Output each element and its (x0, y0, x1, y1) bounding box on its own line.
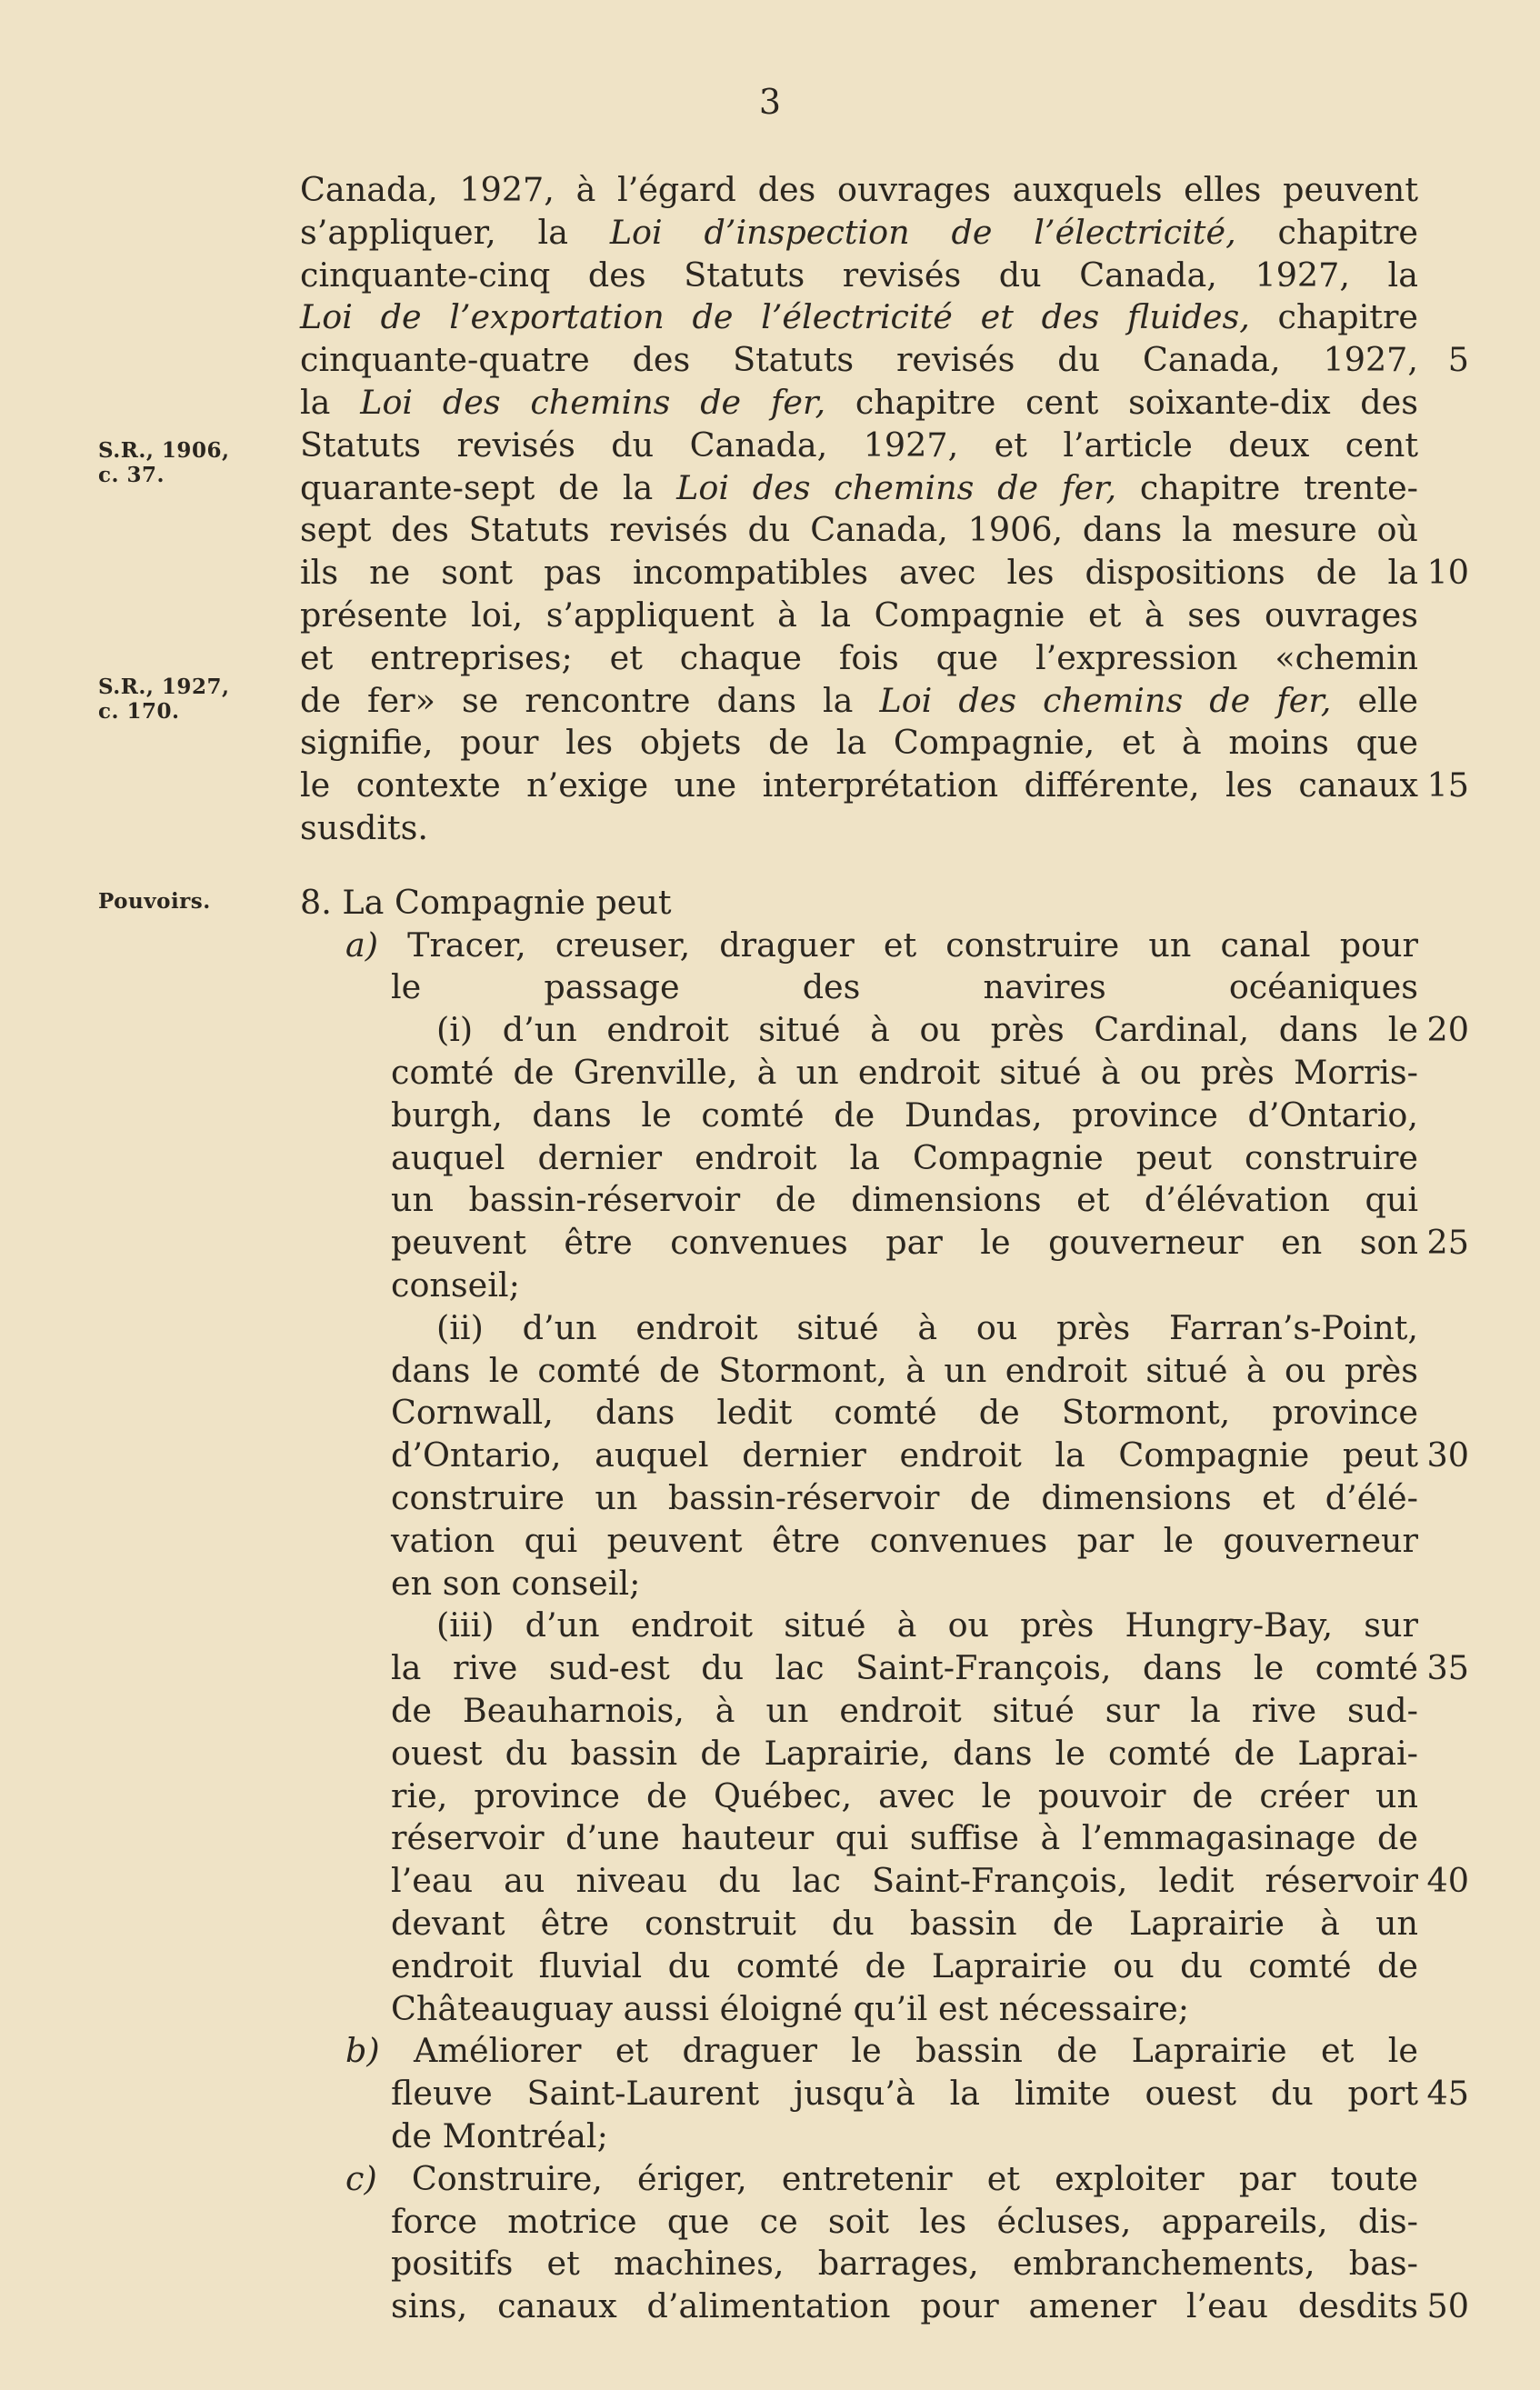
text-run: la (300, 383, 361, 422)
page-number: 3 (758, 82, 782, 122)
text-run: présente loi, s’appliquent à la Compagnie et à ses ouvrages (300, 595, 1418, 635)
text-line (391, 1476, 1418, 1519)
text-line (300, 338, 1418, 381)
text-run: construire un bassin-réservoir de dimensions et d’élé- (391, 1478, 1418, 1517)
text-line (300, 211, 1418, 254)
text-line (300, 424, 1418, 466)
text-run: cinquante-quatre des Statuts revisés du Canada, 1927, (300, 340, 1418, 379)
text-run: de fer» se rencontre dans la (300, 681, 880, 720)
text-line (300, 881, 1418, 924)
text-line (391, 965, 1418, 1008)
text-run: Châteauguay aussi éloigné qu’il est nécessaire; (391, 1989, 1190, 2028)
text-run: ouest du bassin de Laprairie, dans le comté de Laprai- (391, 1734, 1418, 1773)
text-run: la rive sud-est du lac Saint-François, dans le comté (391, 1648, 1418, 1687)
italic-text: b) (345, 2031, 380, 2070)
text-run: chapitre (1249, 297, 1418, 336)
text-line (391, 1859, 1418, 1902)
italic-text: Loi de l’exportation de l’électricité et des fluides, (300, 297, 1250, 336)
line-number: 40 (1426, 1861, 1469, 1900)
italic-text: Loi des chemins de fer, (360, 383, 826, 422)
text-line (391, 2285, 1418, 2327)
text-run: sept des Statuts revisés du Canada, 1906, dans la mesure où (300, 510, 1418, 549)
text-run: susdits. (300, 808, 429, 847)
text-run: chapitre trente- (1116, 468, 1419, 507)
line-number: 50 (1426, 2286, 1469, 2325)
italic-text: c) (345, 2159, 377, 2198)
text-run: conseil; (391, 1265, 520, 1305)
text-run: de Montréal; (391, 2116, 608, 2155)
text-run: s’appliquer, la (300, 213, 610, 252)
text-run: auquel dernier endroit la Compagnie peut construire (391, 1138, 1418, 1177)
text-run: positifs et machines, barrages, embranchements, bas- (391, 2244, 1418, 2283)
text-run: dans le comté de Stormont, à un endroit situé à ou près (391, 1351, 1418, 1390)
text-line (391, 2072, 1418, 2115)
line-number: 15 (1426, 765, 1469, 805)
text-run: le passage des navires océaniques (391, 967, 1418, 1006)
text-run: chapitre cent soixante-dix des (825, 383, 1418, 422)
text-line (300, 254, 1418, 296)
line-number: 45 (1426, 2074, 1469, 2113)
line-number: 35 (1426, 1648, 1469, 1687)
italic-text: Loi des chemins de fer, (879, 681, 1332, 720)
text-line (391, 1816, 1418, 1859)
marginal-note-line: c. 170. (98, 699, 180, 724)
text-line (391, 1562, 1418, 1605)
marginal-note-line: c. 37. (98, 463, 165, 487)
text-line (436, 1306, 1418, 1349)
text-line (391, 1264, 1418, 1306)
text-run: et entreprises; et chaque fois que l’expression «chemin (300, 638, 1418, 677)
text-line (436, 1604, 1418, 1646)
text-run: endroit fluvial du comté de Laprairie ou du comté de (391, 1946, 1418, 1985)
text-run: réservoir d’une hauteur qui suffise à l’emmagasinage de (391, 1818, 1418, 1857)
text-line (391, 1902, 1418, 1945)
text-line (391, 1945, 1418, 1987)
text-run: quarante-sept de la (300, 468, 677, 507)
text-line (300, 721, 1418, 764)
text-line (391, 1987, 1418, 2030)
text-line (391, 1775, 1418, 1817)
text-line (300, 551, 1418, 594)
text-line (391, 1391, 1418, 1434)
line-number: 25 (1426, 1223, 1469, 1262)
text-run: devant être construit du bassin de Laprairie à un (391, 1904, 1418, 1943)
text-run: (ii) d’un endroit situé à ou près Farran’s-Point, (436, 1308, 1418, 1347)
text-run: peuvent être convenues par le gouverneur en son (391, 1223, 1418, 1262)
text-line (391, 1519, 1418, 1562)
text-run: comté de Grenville, à un endroit situé à ou près Morris- (391, 1053, 1418, 1092)
line-number: 30 (1426, 1435, 1469, 1475)
text-line (391, 1732, 1418, 1775)
text-run: un bassin-réservoir de dimensions et d’élévation qui (391, 1180, 1418, 1219)
text-run: sins, canaux d’alimentation pour amener l’eau desdits (391, 2286, 1418, 2325)
marginal-note-line: S.R., 1927, (98, 675, 230, 699)
text-run: Canada, 1927, à l’égard des ouvrages auxquels elles peuvent (300, 170, 1418, 209)
text-line (391, 2200, 1418, 2243)
text-run: d’Ontario, auquel dernier endroit la Compagnie peut (391, 1435, 1418, 1475)
text-run: l’eau au niveau du lac Saint-François, ledit réservoir (391, 1861, 1418, 1900)
text-run: (i) d’un endroit situé à ou près Cardinal, dans le (436, 1010, 1418, 1049)
marginal-note-sr-1906 (98, 438, 289, 487)
text-line (391, 2115, 1418, 2157)
text-run: Statuts revisés du Canada, 1927, et l’article deux cent (300, 425, 1418, 465)
text-line (391, 1349, 1418, 1392)
text-line (391, 1434, 1418, 1476)
text-line (345, 2029, 1418, 2072)
text-line (391, 1221, 1418, 1264)
text-line (391, 1689, 1418, 1732)
text-run: elle (1331, 681, 1418, 720)
text-run: vation qui peuvent être convenues par le gouverneur (391, 1521, 1418, 1560)
marginal-note-pouvoirs (98, 889, 289, 914)
text-run: (iii) d’un endroit situé à ou près Hungry-Bay, sur (436, 1605, 1418, 1645)
text-line (300, 806, 1418, 849)
text-run: Améliorer et draguer le bassin de Laprairie et le (379, 2031, 1418, 2070)
line-number: 5 (1447, 340, 1469, 379)
text-line (391, 1051, 1418, 1094)
line-number: 10 (1426, 553, 1469, 592)
marginal-note-sr-1927 (98, 675, 289, 724)
italic-text: Loi des chemins de fer, (676, 468, 1117, 507)
marginal-note-line: Pouvoirs. (98, 889, 211, 914)
text-run: fleuve Saint-Laurent jusqu’à la limite ouest du port (391, 2074, 1418, 2113)
text-line (300, 381, 1418, 424)
text-run: 8. La Compagnie peut (300, 883, 672, 922)
text-run: force motrice que ce soit les écluses, appareils, dis- (391, 2202, 1418, 2241)
text-line (300, 508, 1418, 551)
text-run: Cornwall, dans ledit comté de Stormont, province (391, 1393, 1418, 1432)
text-line (391, 1136, 1418, 1179)
text-line (300, 764, 1418, 806)
italic-text: a) (345, 925, 379, 965)
text-run: Tracer, creuser, draguer et construire un canal pour (378, 925, 1418, 965)
text-line (391, 1178, 1418, 1221)
text-line (345, 924, 1418, 966)
line-number: 20 (1426, 1010, 1469, 1049)
text-line (436, 1008, 1418, 1051)
text-line (391, 2242, 1418, 2285)
text-run: chapitre (1235, 213, 1418, 252)
text-line (300, 594, 1418, 636)
text-line (300, 466, 1418, 509)
text-line (300, 636, 1418, 679)
text-run: ils ne sont pas incompatibles avec les dispositions de la (300, 553, 1418, 592)
text-line (300, 679, 1418, 722)
text-run: le contexte n’exige une interprétation différente, les canaux (300, 765, 1418, 805)
text-run: signifie, pour les objets de la Compagnie, et à moins que (300, 723, 1418, 762)
text-line (300, 168, 1418, 211)
text-run: rie, province de Québec, avec le pouvoir de créer un (391, 1776, 1418, 1815)
marginal-note-line: S.R., 1906, (98, 438, 230, 463)
text-line (345, 2157, 1418, 2200)
text-line (391, 1094, 1418, 1136)
text-run: Construire, ériger, entretenir et exploiter par toute (376, 2159, 1418, 2198)
text-run: cinquante-cinq des Statuts revisés du Canada, 1927, la (300, 255, 1418, 295)
italic-text: Loi d’inspection de l’électricité, (609, 213, 1236, 252)
text-run: burgh, dans le comté de Dundas, province d’Ontario, (391, 1095, 1418, 1135)
text-line (391, 1646, 1418, 1689)
text-run: de Beauharnois, à un endroit situé sur la rive sud- (391, 1691, 1418, 1730)
text-line (300, 295, 1418, 338)
text-run: en son conseil; (391, 1564, 641, 1603)
